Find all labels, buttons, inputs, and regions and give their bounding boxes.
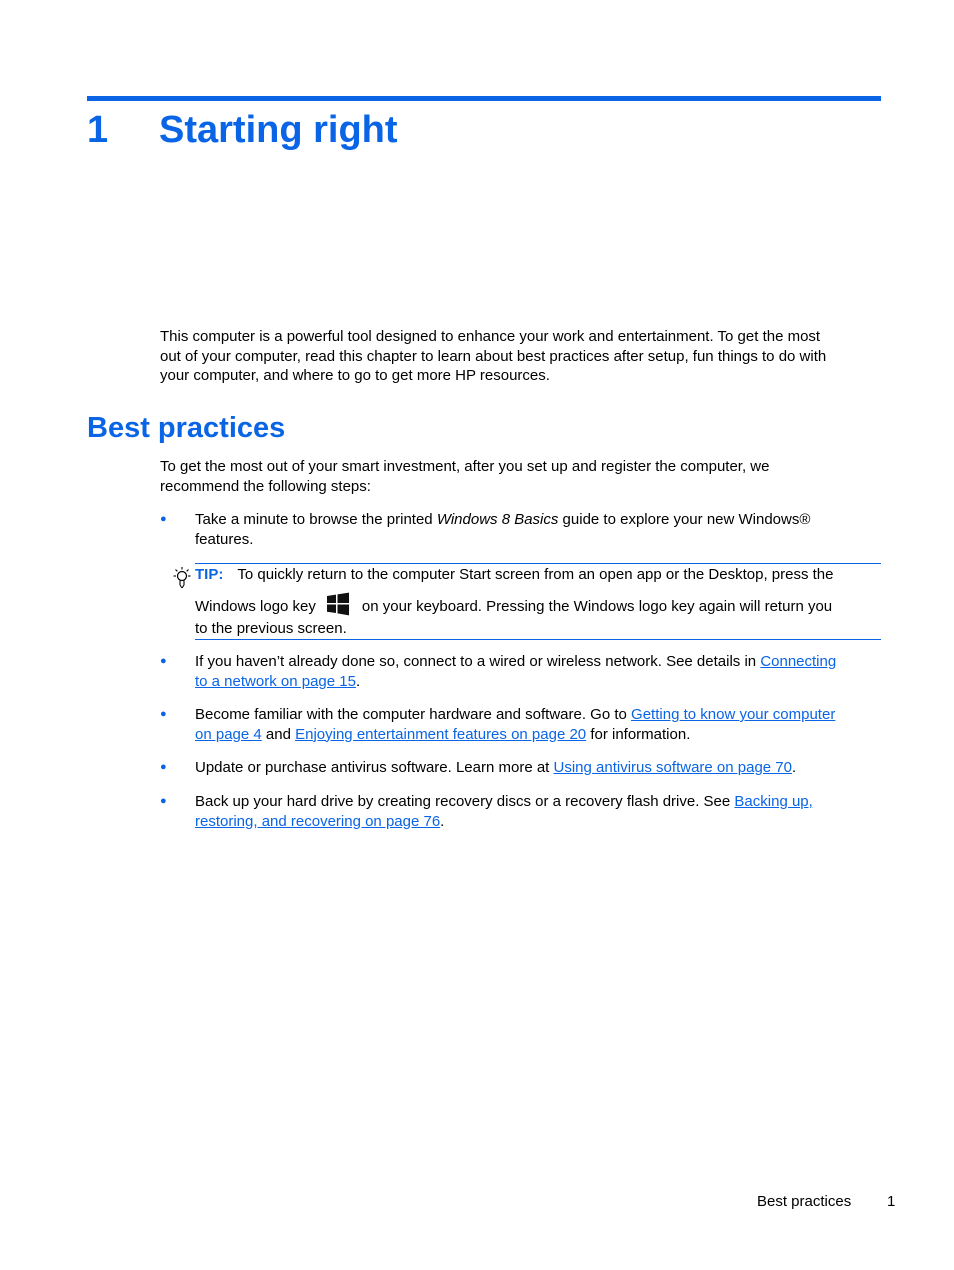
intro-paragraph	[160, 327, 882, 386]
link-backing-up-cont[interactable]: restoring, and recovering on page 76	[195, 812, 441, 830]
list-item-text: Update or purchase antivirus software. Learn more at Using antivirus software on page 70.	[195, 759, 797, 776]
list-item	[160, 792, 882, 831]
list-item	[160, 652, 882, 691]
chapter-number: 1	[87, 109, 109, 151]
lightbulb-icon	[172, 566, 192, 590]
link-antivirus[interactable]: Using antivirus software on page 70	[553, 759, 792, 776]
link-entertainment[interactable]: Enjoying entertainment features on page 20	[295, 725, 587, 743]
section-intro	[160, 457, 882, 496]
link-backing-up[interactable]: Backing up,	[734, 793, 813, 810]
tip-box	[195, 563, 881, 640]
list-item	[160, 758, 882, 778]
chapter-title: Starting right	[159, 109, 398, 151]
intro-line: your computer, and where to go to get more HP resources.	[160, 367, 550, 384]
link-connecting-network[interactable]: Connecting	[760, 653, 837, 670]
chapter-rule	[87, 96, 881, 101]
section-intro-line: To get the most out of your smart investment, after you set up and register the computer, we	[160, 458, 770, 475]
list-item	[160, 510, 882, 549]
bullet-icon: ●	[160, 761, 167, 773]
link-getting-to-know-cont[interactable]: on page 4	[195, 725, 262, 743]
bullet-icon: ●	[160, 655, 167, 667]
list-item-text: Back up your hard drive by creating recovery discs or a recovery flash drive. See Backing up, restoring, and recovering on page 76.	[195, 793, 813, 830]
tip-label: TIP:	[195, 566, 224, 583]
link-getting-to-know[interactable]: Getting to know your computer	[631, 706, 836, 723]
bullet-icon: ●	[160, 795, 167, 807]
footer-section-title: Best practices	[757, 1193, 852, 1210]
list-item-text: If you haven’t already done so, connect to a wired or wireless network. See details in Connecting to a network on page 15.	[195, 653, 837, 690]
tip-line: TIP: To quickly return to the computer Start screen from an open app or the Desktop, press the	[195, 566, 834, 583]
link-connecting-network-cont[interactable]: to a network on page 15	[195, 672, 356, 690]
section-title: Best practices	[87, 412, 286, 444]
chapter-heading	[87, 106, 398, 154]
bullet-icon: ●	[160, 708, 167, 720]
section-intro-line: recommend the following steps:	[160, 477, 371, 495]
tip-line: Windows logo key on your keyboard. Pressing the Windows logo key again will return you	[195, 592, 832, 616]
intro-line: out of your computer, read this chapter to learn about best practices after setup, fun things to do with	[160, 347, 827, 365]
bullet-icon: ●	[160, 513, 167, 525]
list-item	[160, 705, 882, 744]
intro-line: This computer is a powerful tool designed to enhance your work and entertainment. To get the most	[160, 328, 821, 345]
list-item-text: Take a minute to browse the printed Windows 8 Basics guide to explore your new Windows® features.	[195, 511, 811, 548]
list-item-text: Become familiar with the computer hardware and software. Go to Getting to know your computer on page 4 and Enjoying entertainment features on page 20 for information.	[195, 706, 836, 743]
windows-logo-icon	[326, 592, 350, 616]
tip-line: to the previous screen.	[195, 620, 347, 637]
page-number: 1	[887, 1193, 896, 1210]
book-title: Windows 8 Basics	[436, 511, 559, 528]
